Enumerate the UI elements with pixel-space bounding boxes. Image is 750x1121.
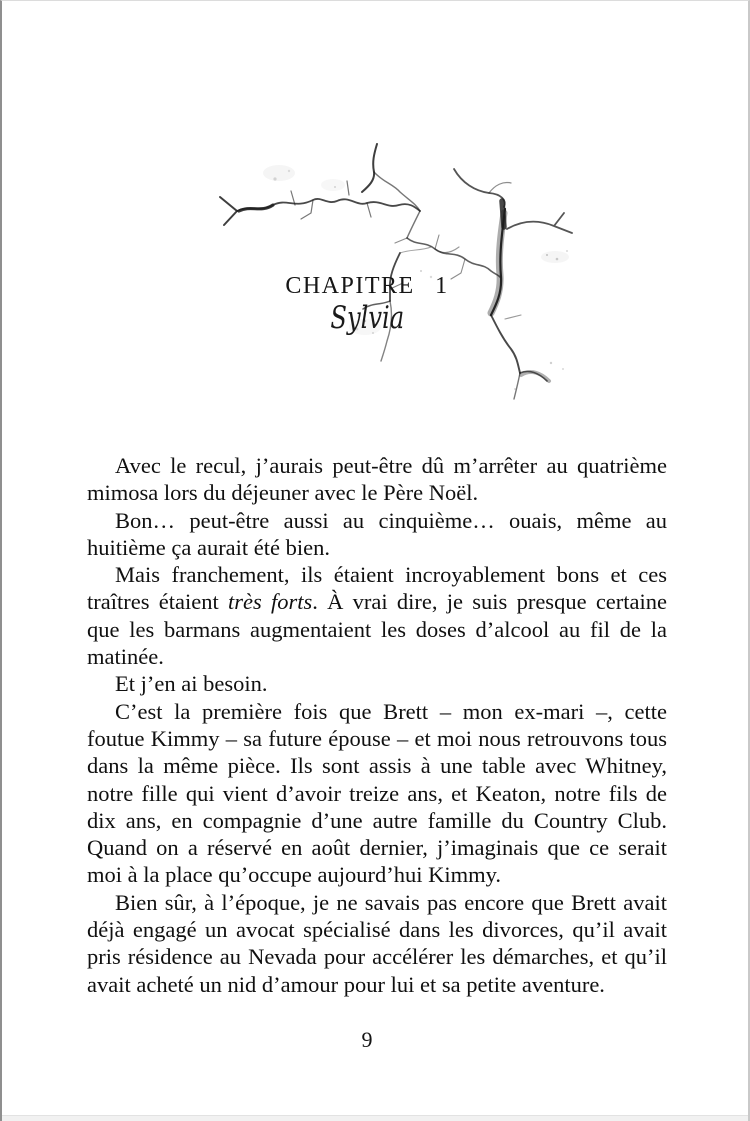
paragraph-segment: Mais franchement, ils étaient incroyablement bons et ces traîtres étaient xyxy=(87,562,667,615)
paragraph: Bon… peut-être aussi au cinquième… ouais, même au huitième ça aurait été bien. xyxy=(87,507,667,560)
paragraph: C’est la première fois que Brett – mon ex-mari –, cette foutue Kimmy – sa future épouse – et moi nous retrouvons tous dans la même pièce. Ils sont assis à une table avec Whitney, notre fille qui vient d’avoir treize ans, et Keaton, notre fils de dix ans, en compagnie d’une autre famille du Country Club. Quand on a réservé en août dernier, j’imaginais que ce serait moi à la place qu’occupe aujourd’hui Kimmy. xyxy=(87,698,667,888)
paragraph: Bien sûr, à l’époque, je ne savais pas encore que Brett avait déjà engagé un avocat spécialisé dans les divorces, qu’il avait pris résidence au Nevada pour accélérer les démarches, et qu’il avait acheté un nid d’amour pour lui et sa petite aventure. xyxy=(87,889,667,997)
paragraph-italic-segment: très forts xyxy=(227,589,313,615)
paragraph: Avec le recul, j’aurais peut-être dû m’arrêter au quatrième mimosa lors du déjeuner avec le Père Noël. xyxy=(87,453,667,506)
chapter-subtitle xyxy=(0,300,742,336)
paragraph-segment: . À vrai dire, je suis presque certaine que les barmans augmentaient les doses d’alcool au fil de la matinée. xyxy=(87,589,668,670)
body-text xyxy=(87,452,667,998)
page-number: 9 xyxy=(361,1027,373,1052)
bottom-edge-divider xyxy=(2,1115,748,1121)
chapter-subtitle-text: Sylvia xyxy=(330,300,404,336)
paragraph xyxy=(87,561,667,670)
chapter-title: CHAPITRE 1 xyxy=(285,273,449,299)
paragraph: Et j’en ai besoin. xyxy=(115,671,268,697)
